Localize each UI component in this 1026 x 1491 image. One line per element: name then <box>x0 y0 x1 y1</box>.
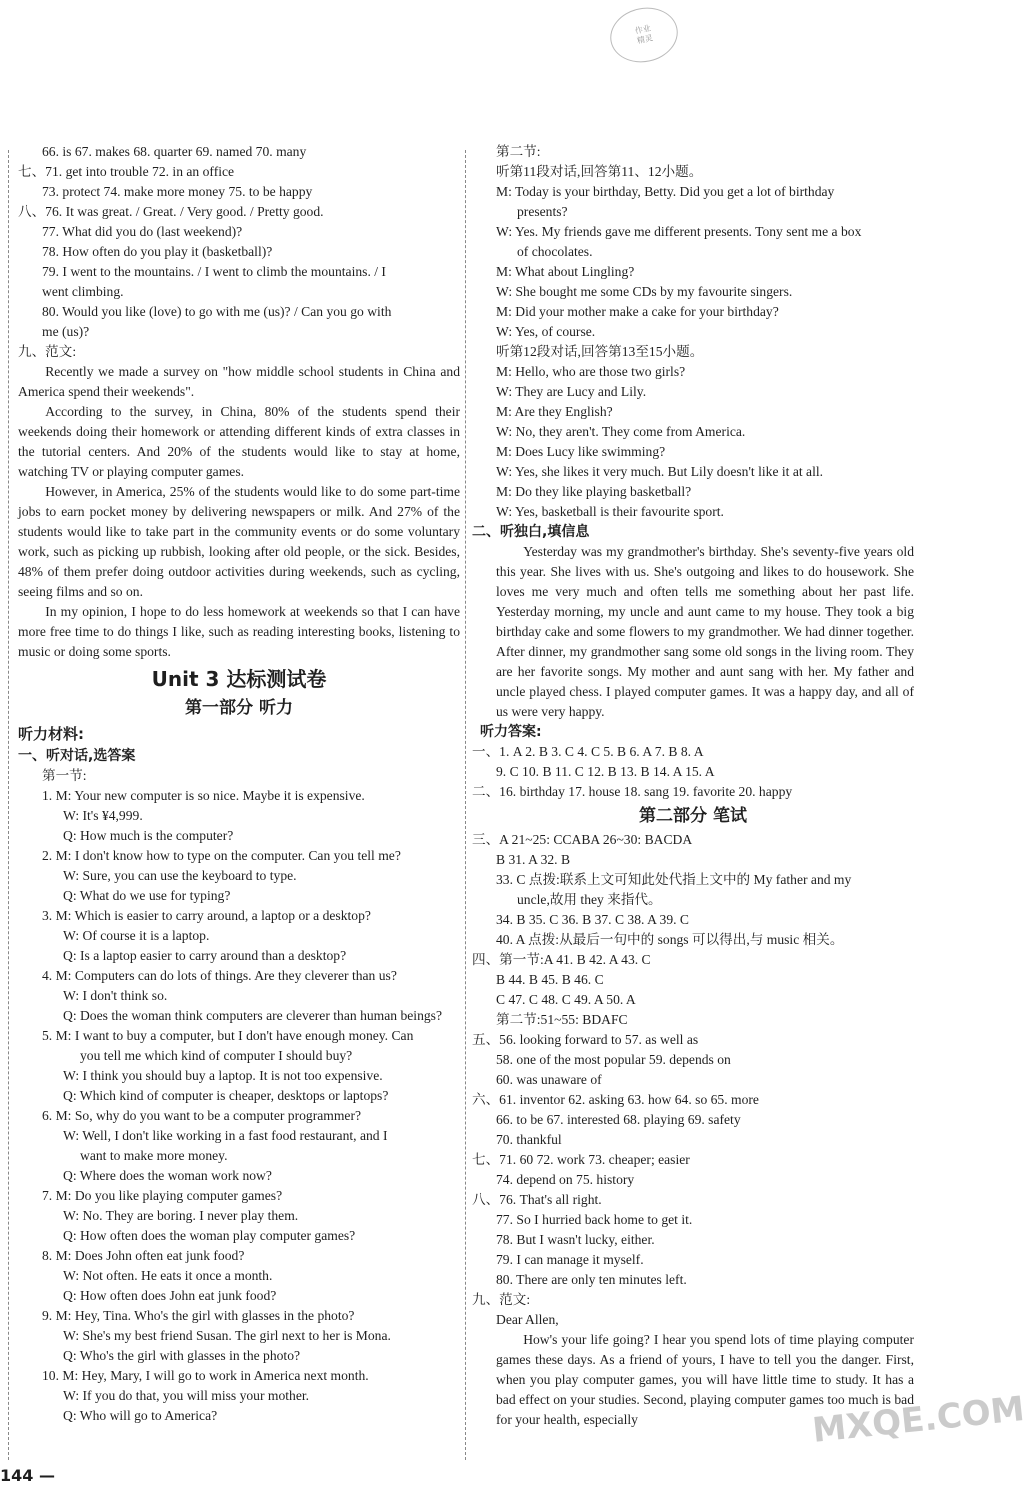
dialogue-line: M: Are they English? <box>496 404 613 419</box>
stamp-text-1: 作业 <box>634 23 652 36</box>
dialogue-line: M: Did your mother make a cake for your birthday? <box>496 304 779 319</box>
dialogue-line: W: Yes, of course. <box>496 324 596 339</box>
dialogue-line: M: Today is your birthday, Betty. Did you get a lot of birthday <box>496 184 835 199</box>
right-column <box>472 142 914 1430</box>
dialogue-line: 8. M: Does John often eat junk food? <box>42 1248 245 1263</box>
answer-line: uncle,故用 they 来指代。 <box>517 892 662 907</box>
answer-line: 八、76. It was great. / Great. / Very good. / Pretty good. <box>18 204 324 219</box>
answer-line: 七、71. get into trouble 72. in an office <box>18 164 235 179</box>
dialogue-line: W: Yes, basketball is their favourite sport. <box>496 504 724 519</box>
dialogue-line: W: Of course it is a laptop. <box>63 928 210 943</box>
answer-line: 79. I went to the mountains. / I went to climb the mountains. / I <box>42 264 386 279</box>
answer-line: 60. was unaware of <box>496 1072 602 1087</box>
answer-line: 二、16. birthday 17. house 18. sang 19. favorite 20. happy <box>472 784 793 799</box>
dialogue-line: W: Yes, she likes it very much. But Lily doesn't like it at all. <box>496 464 824 479</box>
dialogue-line: W: I don't think so. <box>63 988 168 1003</box>
part-title-written: 第二部分 笔试 <box>639 806 747 826</box>
answer-line: 77. What did you do (last weekend)? <box>42 224 243 239</box>
answer-line: 33. C 点拨:联系上文可知此处代指上文中的 My father and my <box>496 872 852 887</box>
answer-line: 第二节:51~55: BDAFC <box>496 1012 628 1027</box>
letter-text: How's your life going? I hear you spend lots of time playing computer games these days. As a friend of yours, I have to tell you the danger. First, when you play computer games, you will have little time to study. It has a bad effect on your studies. Second, playing computer games too much is bad for your health, especially <box>496 1332 914 1427</box>
essay-paragraph: Recently we made a survey on "how middle school students in China and America spend their weekends". <box>18 364 460 399</box>
subsection-title: 第一节: <box>42 768 87 783</box>
dialogue-line: Q: Where does the woman work now? <box>63 1168 272 1183</box>
essay-paragraph: However, in America, 25% of the students would like to do some part-time jobs to earn pocket money by delivering newspapers or milk. And 27% of the students would like to take part in the community events or do some voluntary work, such as picking up rubbish, looking after old people, or the sick. Besides, 48% of them prefer doing outdoor activities during weekends, such as cycling, seeing films and so on. <box>18 484 460 599</box>
answer-line: C 47. C 48. C 49. A 50. A <box>496 992 636 1007</box>
dialogue-line: W: Not often. He eats it once a month. <box>63 1268 273 1283</box>
dialogue-line: 5. M: I want to buy a computer, but I don't have enough money. Can <box>42 1028 414 1043</box>
dialogue-line: Q: How often does John eat junk food? <box>63 1288 277 1303</box>
dialogue-line: Q: What do we use for typing? <box>63 888 231 903</box>
answer-line: 70. thankful <box>496 1132 562 1147</box>
dialogue-line: M: Hello, who are those two girls? <box>496 364 686 379</box>
answers-title: 听力答案: <box>480 724 542 740</box>
answer-line: 三、A 21~25: CCABA 26~30: BACDA <box>472 832 693 847</box>
answer-line: 58. one of the most popular 59. depends on <box>496 1052 731 1067</box>
dialogue-line: 1. M: Your new computer is so nice. Maybe it is expensive. <box>42 788 365 803</box>
dialogue-line: 10. M: Hey, Mary, I will go to work in America next month. <box>42 1368 369 1383</box>
listening-answers <box>472 742 914 802</box>
dialogue-line: want to make more money. <box>80 1148 228 1163</box>
dialogue-line: W: No. They are boring. I never play them. <box>63 1208 299 1223</box>
dialogue-line: W: Well, I don't like working in a fast food restaurant, and I <box>63 1128 388 1143</box>
answer-line: 78. How often do you play it (basketball)? <box>42 244 273 259</box>
dialogue-line: Q: Is a laptop easier to carry around than a desktop? <box>63 948 347 963</box>
stamp-text-2: 精灵 <box>636 33 654 46</box>
answer-line: B 44. B 45. B 46. C <box>496 972 604 987</box>
answer-line: 五、56. looking forward to 57. as well as <box>472 1032 699 1047</box>
answer-line: 四、第一节:A 41. B 42. A 43. C <box>472 952 651 967</box>
unit-title: Unit 3 达标测试卷 <box>151 667 327 691</box>
part-title-listening: 第一部分 听力 <box>185 698 293 718</box>
dialogue-line: Q: Who will go to America? <box>63 1408 218 1423</box>
material-title: 听力材料: <box>18 725 84 743</box>
dialogue-line: 第二节: <box>496 144 541 159</box>
section2-title: 二、听独白,填信息 <box>472 524 590 540</box>
answer-line: 79. I can manage it myself. <box>496 1252 644 1267</box>
answer-line: me (us)? <box>42 324 90 339</box>
answer-line: 40. A 点拨:从最后一句中的 songs 可以得出,与 music 相关。 <box>496 932 844 947</box>
dialogue-line: Q: Which kind of computer is cheaper, desktops or laptops? <box>63 1088 389 1103</box>
column-divider <box>465 150 466 1460</box>
dialogue-line: 听第11段对话,回答第11、12小题。 <box>496 164 703 179</box>
dialogue-line: W: If you do that, you will miss your mother. <box>63 1388 310 1403</box>
dialogue-list <box>18 786 460 1426</box>
dialogue-line: M: What about Lingling? <box>496 264 635 279</box>
essay-paragraph: In my opinion, I hope to do less homework at weekends so that I can have more free time to do things I like, such as reading interesting books, listening to music or doing some sports. <box>18 604 460 659</box>
section1-title: 一、听对话,选答案 <box>18 748 136 764</box>
answer-line: 74. depend on 75. history <box>496 1172 635 1187</box>
answer-line: 66. to be 67. interested 68. playing 69. safety <box>496 1112 741 1127</box>
answer-lines-top <box>18 142 460 362</box>
stamp-logo <box>605 2 683 69</box>
dialogue-line: 2. M: I don't know how to type on the computer. Can you tell me? <box>42 848 401 863</box>
dialogue-line: W: Yes. My friends gave me different presents. Tony sent me a box <box>496 224 862 239</box>
answer-line: 78. But I wasn't lucky, either. <box>496 1232 655 1247</box>
dialogue-line: 9. M: Hey, Tina. Who's the girl with glasses in the photo? <box>42 1308 355 1323</box>
dialogue-list-2 <box>472 142 914 522</box>
answer-line: 66. is 67. makes 68. quarter 69. named 70. many <box>42 144 307 159</box>
dialogue-line: Q: Who's the girl with glasses in the photo? <box>63 1348 301 1363</box>
dialogue-line: W: They are Lucy and Lily. <box>496 384 647 399</box>
dialogue-line: 7. M: Do you like playing computer games? <box>42 1188 283 1203</box>
dialogue-line: 4. M: Computers can do lots of things. Are they cleverer than us? <box>42 968 397 983</box>
dialogue-line: presents? <box>517 204 568 219</box>
answer-line: 一、1. A 2. B 3. C 4. C 5. B 6. A 7. B 8. A <box>472 744 704 759</box>
dialogue-line: 3. M: Which is easier to carry around, a laptop or a desktop? <box>42 908 371 923</box>
answer-line: 77. So I hurried back home to get it. <box>496 1212 693 1227</box>
dialogue-line: Q: How often does the woman play computer games? <box>63 1228 356 1243</box>
dialogue-line: W: It's ¥4,999. <box>63 808 143 823</box>
answer-line: 六、61. inventor 62. asking 63. how 64. so 65. more <box>472 1092 759 1107</box>
dialogue-line: of chocolates. <box>517 244 593 259</box>
left-column <box>18 142 460 1426</box>
dialogue-line: W: I think you should buy a laptop. It is not too expensive. <box>63 1068 383 1083</box>
answer-line: 80. There are only ten minutes left. <box>496 1272 687 1287</box>
dialogue-line: M: Do they like playing basketball? <box>496 484 692 499</box>
answer-line: 九、范文: <box>18 344 77 359</box>
dialogue-line: you tell me which kind of computer I should buy? <box>80 1048 353 1063</box>
dialogue-line: W: She bought me some CDs by my favourite singers. <box>496 284 793 299</box>
monologue-text: Yesterday was my grandmother's birthday. She's seventy-five years old this year. She lives with us. She's outgoing and likes to do housework. She loves me very much and often tells me something about her past life. Yesterday morning, my uncle and aunt came to my house. They took a big birthday cake and some flowers to my grandmother. We had dinner together. After dinner, my grandmother sang some old songs in the living room. They are her favorite songs. My mother and aunt sang with her. My father and uncle played chess. I played computer games. It was a happy day, and all of us were very happy. <box>496 544 914 719</box>
dialogue-line: W: She's my best friend Susan. The girl next to her is Mona. <box>63 1328 391 1343</box>
answer-line: B 31. A 32. B <box>496 852 571 867</box>
essay-paragraph: According to the survey, in China, 80% of the students spend their weekends doing their homework or attending different kinds of extra classes in the tutorial centers. And 20% of the students would like to stay at home, watching TV or playing computer games. <box>18 404 460 479</box>
dialogue-line: W: No, they aren't. They come from America. <box>496 424 746 439</box>
model-essay <box>18 362 460 662</box>
binding-margin-line <box>8 150 9 1460</box>
answer-line: 80. Would you like (love) to go with me (us)? / Can you go with <box>42 304 392 319</box>
answer-line: 9. C 10. B 11. C 12. B 13. B 14. A 15. A <box>496 764 715 779</box>
answer-line: 八、76. That's all right. <box>472 1192 602 1207</box>
dialogue-line: Q: Does the woman think computers are cleverer than human beings? <box>63 1008 442 1023</box>
answer-line: 七、71. 60 72. work 73. cheaper; easier <box>472 1152 690 1167</box>
answer-line: 34. B 35. C 36. B 37. C 38. A 39. C <box>496 912 689 927</box>
written-answers <box>472 830 914 1330</box>
dialogue-line: W: Sure, you can use the keyboard to type. <box>63 868 297 883</box>
watermark: MXQE.COM <box>810 1388 1026 1452</box>
answer-line: 73. protect 74. make more money 75. to be happy <box>42 184 313 199</box>
dialogue-line: M: Does Lucy like swimming? <box>496 444 666 459</box>
dialogue-line: Q: How much is the computer? <box>63 828 234 843</box>
dialogue-line: 6. M: So, why do you want to be a computer programmer? <box>42 1108 362 1123</box>
page-number: 144 — <box>0 1466 55 1485</box>
answer-line: went climbing. <box>42 284 124 299</box>
dialogue-line: 听第12段对话,回答第13至15小题。 <box>496 344 704 359</box>
answer-line: 九、范文: <box>472 1292 531 1307</box>
answer-line: Dear Allen, <box>496 1312 559 1327</box>
